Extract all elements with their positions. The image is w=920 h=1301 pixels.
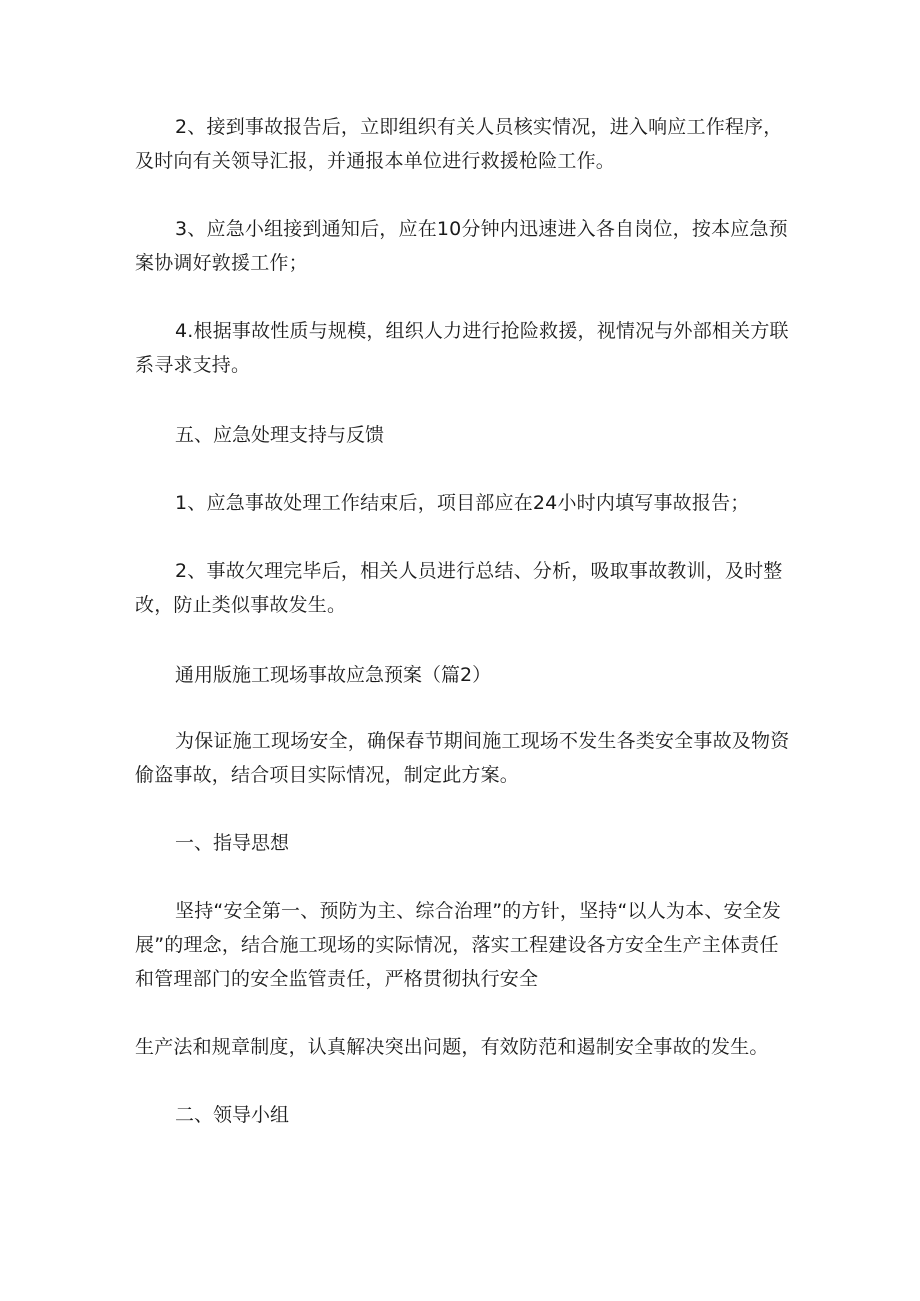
- section-heading-feedback: 五、应急处理支持与反馈: [175, 424, 385, 446]
- paragraph-emergency-team: 3、应急小组接到通知后，应在10分钟内迅速进入各自岗位，按本应急预案协调好敦援工作；: [135, 218, 788, 274]
- paragraph-guiding-principles: 坚持“安全第一、预防为主、综合治理”的方针，坚持“以人为本、安全发展”的理念，结合施工现场的实际情况，落实工程建设各方安全生产主体责任和管理部门的安全监管责任，严格贯彻执行安全: [135, 900, 782, 990]
- paragraph-guiding-principles-continued: 生产法和规章制度，认真解决突出问题，有效防范和遏制安全事故的发生。: [135, 1036, 769, 1058]
- paragraph-rescue-actions: 4.根据事故性质与规模，组织人力进行抢险救援，视情况与外部相关方联系寻求支持。: [135, 320, 789, 376]
- section-heading-leadership-group: 二、领导小组: [175, 1104, 290, 1126]
- paragraph-summary-analysis: 2、事故欠理完毕后，相关人员进行总结、分析，吸取事故教训，及时整改，防止类似事故发生。: [135, 560, 783, 616]
- document-title-part2: 通用版施工现场事故应急预案（篇2）: [175, 664, 492, 686]
- paragraph-accident-report: 1、应急事故处理工作结束后，项目部应在24小时内填写事故报告；: [175, 492, 750, 514]
- paragraph-response-procedure: 2、接到事故报告后，立即组织有关人员核实情况，进入响应工作程序，及时向有关领导汇报，并通报本单位进行救援枪险工作。: [135, 116, 783, 172]
- section-heading-guiding-ideology: 一、指导思想: [175, 832, 290, 854]
- paragraph-purpose: 为保证施工现场安全，确保春节期间施工现场不发生各类安全事故及物资偷盗事故，结合项目实际情况，制定此方案。: [135, 730, 790, 786]
